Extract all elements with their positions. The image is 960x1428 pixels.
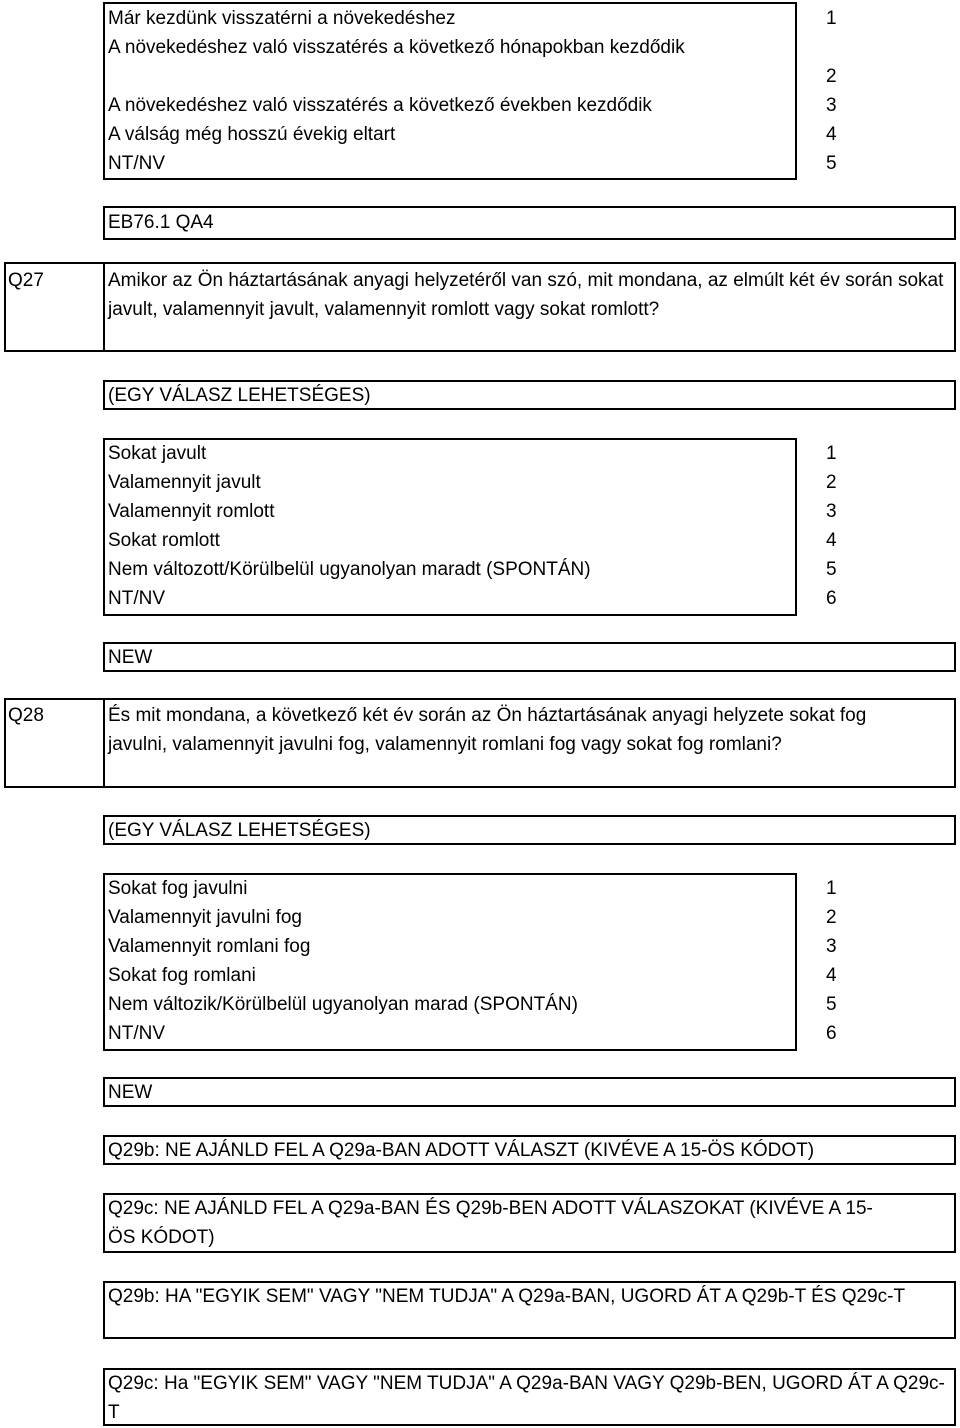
- routing-note: Q29c: NE AJÁNLD FEL A Q29a-BAN ÉS Q29b-BEN ADOTT VÁLASZOKAT (KIVÉVE A 15-ÖS KÓDOT): [108, 1198, 873, 1248]
- top-option-label: A válság még hosszú évekig eltart: [108, 124, 396, 145]
- q27-divider: [103, 262, 105, 352]
- top-option-code: 5: [826, 153, 837, 174]
- q27-option-label: Valamennyit romlott: [108, 501, 275, 522]
- q28-option-label: Nem változik/Körülbelül ugyanolyan marad (SPONTÁN): [108, 994, 578, 1015]
- q28-option-label: Sokat fog romlani: [108, 965, 256, 986]
- q27-option-label: Sokat romlott: [108, 530, 220, 551]
- q27-option-code: 1: [826, 443, 837, 464]
- q27-option-code: 4: [826, 530, 837, 551]
- q27-option-code: 5: [826, 559, 837, 580]
- q28-question-text: És mit mondana, a következő két év során az Ön háztartásának anyagi helyzete sokat fog javulni, valamennyit javulni fog, valamennyit romlani fog vagy sokat fog romlani?: [108, 705, 867, 755]
- q28-option-code: 3: [826, 936, 837, 957]
- q28-option-code: 1: [826, 878, 837, 899]
- q28-option-code: 6: [826, 1023, 837, 1044]
- q28-option-label: Valamennyit romlani fog: [108, 936, 311, 957]
- q28-option-code: 2: [826, 907, 837, 928]
- q27-tag: NEW: [108, 647, 153, 668]
- q28-option-label: NT/NV: [108, 1023, 165, 1044]
- q27-question-text: Amikor az Ön háztartásának anyagi helyzetéről van szó, mit mondana, az elmúlt két év során sokat javult, valamennyit javult, valamennyit romlott vagy sokat romlott?: [108, 270, 944, 320]
- q28-tag: NEW: [108, 1082, 153, 1103]
- top-option-label: A növekedéshez való visszatérés a következő években kezdődik: [108, 95, 652, 116]
- source-tag: EB76.1 QA4: [108, 212, 214, 233]
- routing-note: Q29c: Ha "EGYIK SEM" VAGY "NEM TUDJA" A Q29a-BAN VAGY Q29b-BEN, UGORD ÁT A Q29c-T: [108, 1373, 945, 1423]
- q27-option-code: 3: [826, 501, 837, 522]
- q28-option-label: Valamennyit javulni fog: [108, 907, 302, 928]
- source-tag-box: [103, 206, 956, 240]
- routing-note: Q29b: NE AJÁNLD FEL A Q29a-BAN ADOTT VÁLASZT (KIVÉVE A 15-ÖS KÓDOT): [108, 1140, 815, 1161]
- q27-option-code: 6: [826, 588, 837, 609]
- q27-option-label: Sokat javult: [108, 443, 207, 464]
- routing-note: Q29b: HA "EGYIK SEM" VAGY "NEM TUDJA" A Q29a-BAN, UGORD ÁT A Q29b-T ÉS Q29c-T: [108, 1286, 906, 1307]
- top-option-code: 2: [826, 66, 837, 87]
- q28-tag-box: [103, 1077, 956, 1107]
- q27-option-label: NT/NV: [108, 588, 165, 609]
- top-option-label: NT/NV: [108, 153, 165, 174]
- q27-option-label: Valamennyit javult: [108, 472, 261, 493]
- top-option-code: 1: [826, 8, 837, 29]
- q28-option-code: 4: [826, 965, 837, 986]
- q28-option-label: Sokat fog javulni: [108, 878, 248, 899]
- top-option-code: 4: [826, 124, 837, 145]
- q28-id: Q28: [8, 705, 44, 726]
- q27-tag-box: [103, 642, 956, 672]
- q27-option-label: Nem változott/Körülbelül ugyanolyan maradt (SPONTÁN): [108, 559, 591, 580]
- q28-instruction: (EGY VÁLASZ LEHETSÉGES): [108, 820, 371, 841]
- q27-instruction: (EGY VÁLASZ LEHETSÉGES): [108, 385, 371, 406]
- top-option-code: 3: [826, 95, 837, 116]
- q27-id: Q27: [8, 270, 44, 291]
- q27-option-code: 2: [826, 472, 837, 493]
- top-option-label: A növekedéshez való visszatérés a következő hónapokban kezdődik: [108, 37, 685, 58]
- top-option-label: Már kezdünk visszatérni a növekedéshez: [108, 8, 456, 29]
- q28-divider: [103, 698, 105, 788]
- q28-option-code: 5: [826, 994, 837, 1015]
